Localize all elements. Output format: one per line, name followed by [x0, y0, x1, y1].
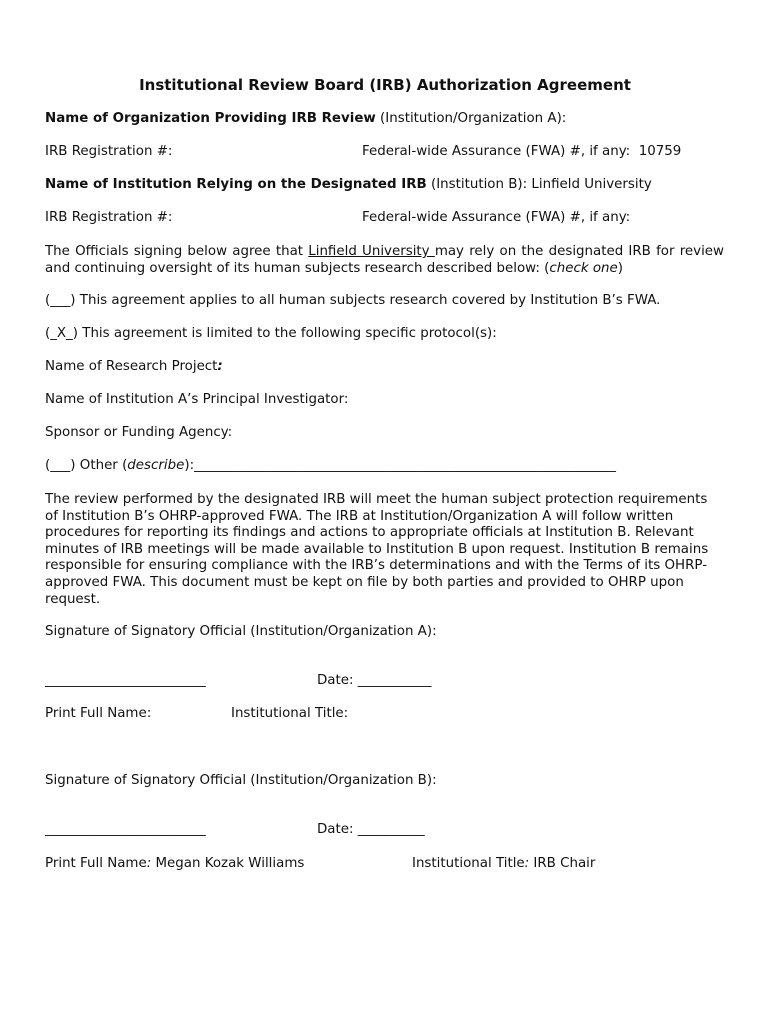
sig-a-signature-line: ________________________ — [45, 673, 206, 688]
org-b-label: Name of Institution Relying on the Designated IRB — [45, 177, 427, 192]
option-all-research: (___) This agreement applies to all human subjects research covered by Institution B’s FWA. — [45, 293, 661, 308]
org-a-fwa-label: Federal-wide Assurance (FWA) #, if any: — [362, 144, 631, 159]
check-one-instruction: check one — [549, 260, 618, 276]
officials-text-2: may rely on the designated IRB for review and continuing oversight of its human subjects research described below: ( — [45, 244, 724, 276]
org-b-fwa-label: Federal-wide Assurance (FWA) #, if any: — [362, 210, 631, 225]
sig-a-label: Signature of Signatory Official (Institution/Organization A): — [45, 624, 437, 639]
sig-b-print-name-colon: : — [146, 856, 152, 871]
org-a-label: Name of Organization Providing IRB Review — [45, 111, 376, 126]
other-describe: describe — [127, 458, 185, 473]
sig-b-print-name — [45, 856, 304, 871]
org-b-irb-registration: IRB Registration #: — [45, 210, 173, 225]
sig-b-label: Signature of Signatory Official (Institution/Organization B): — [45, 773, 437, 788]
other-suffix: ):_______________________________________________________________ — [184, 458, 616, 473]
sponsor-label: Sponsor or Funding Agency: — [45, 425, 233, 440]
research-project-field — [45, 359, 223, 374]
sig-a-title: Institutional Title: — [231, 706, 349, 721]
org-b-label-rest: (Institution B): Linfield University — [426, 177, 652, 192]
sig-b-title-colon: : — [524, 856, 530, 871]
review-paragraph: The review performed by the designated IRB will meet the human subject protection requirements of Institution B’s OHRP-approved FWA. The IRB at Institution/Organization A will follow written procedures for reporting its findings and actions to appropriate officials at Institution B. Relevant minutes of IRB meetings will be made available to Institution B upon request. Institution B remains responsible for ensuring compliance with the IRB’s determinations and with the Terms of its OHRP-approved FWA. This document must be kept on file by both parties and provided to OHRP upon request. — [45, 492, 709, 607]
sig-b-date: Date: __________ — [317, 822, 425, 837]
officials-text-3: ) — [617, 260, 624, 276]
sig-b-print-name-value: Megan Kozak Williams — [151, 856, 305, 871]
org-a-label-rest: (Institution/Organization A): — [375, 111, 567, 126]
org-b-name-line — [45, 177, 652, 192]
sig-a-print-name: Print Full Name: — [45, 706, 152, 721]
sig-b-title — [412, 856, 595, 871]
officials-text-1: The Officials signing below agree that — [45, 244, 309, 259]
research-project-label: Name of Research Project — [45, 359, 218, 374]
sig-a-date: Date: ___________ — [317, 673, 432, 688]
other-describe-field — [45, 458, 616, 473]
sig-b-print-name-label: Print Full Name — [45, 856, 147, 871]
research-project-colon: : — [217, 359, 223, 374]
sig-b-title-label: Institutional Title — [412, 856, 525, 871]
option-limited-protocols: (_X_) This agreement is limited to the following specific protocol(s): — [45, 326, 497, 341]
org-a-fwa-line — [362, 144, 681, 159]
org-a-fwa-value: 10759 — [638, 144, 682, 159]
sig-b-title-value: IRB Chair — [529, 856, 596, 871]
document-title: Institutional Review Board (IRB) Authorization Agreement — [139, 76, 631, 94]
other-prefix: (___) Other ( — [45, 458, 128, 473]
relying-institution: Linfield University — [308, 244, 435, 259]
officials-paragraph — [45, 244, 724, 277]
org-a-name-line — [45, 111, 566, 126]
principal-investigator-label: Name of Institution A’s Principal Investigator: — [45, 392, 349, 407]
org-a-irb-registration: IRB Registration #: — [45, 144, 173, 159]
sig-b-signature-line: ________________________ — [45, 822, 206, 837]
